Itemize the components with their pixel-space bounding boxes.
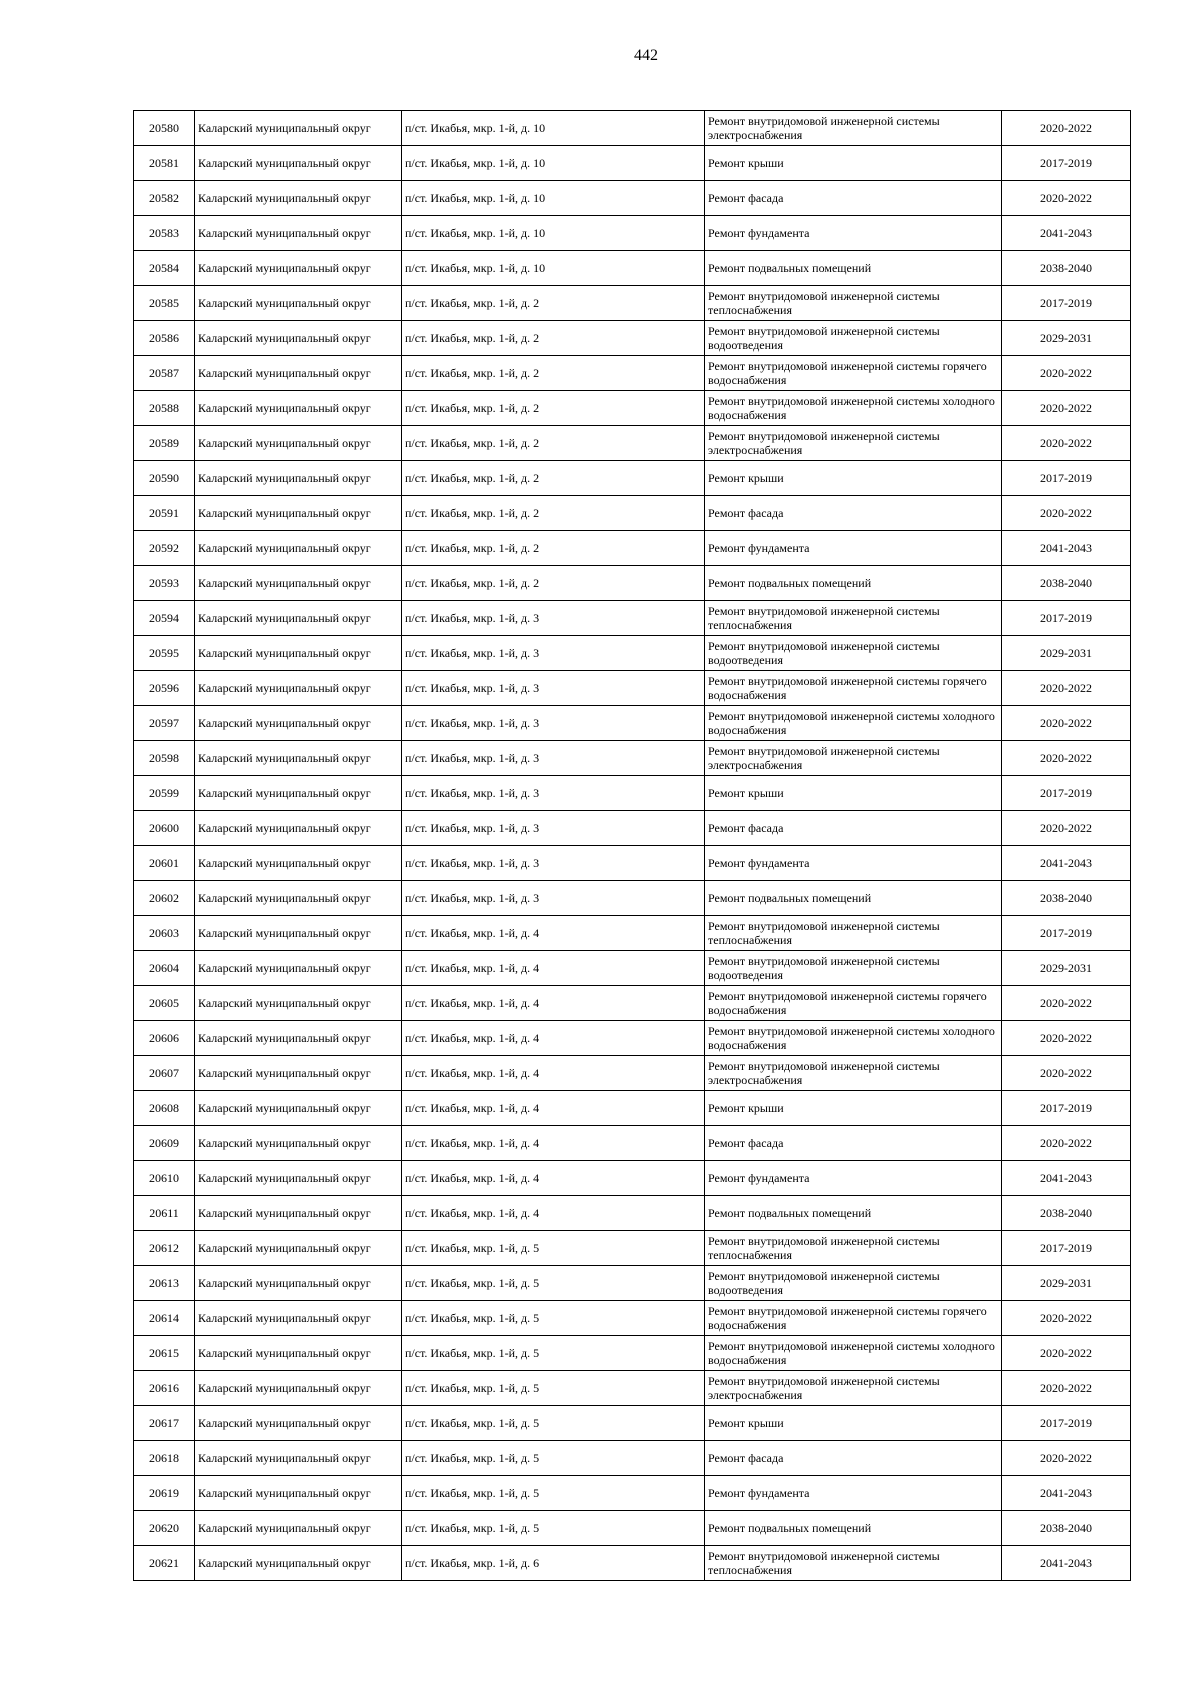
work-type-cell: Ремонт внутридомовой инженерной системы теплоснабжения bbox=[705, 916, 1002, 951]
period-cell: 2017-2019 bbox=[1002, 461, 1131, 496]
table-row bbox=[134, 111, 1131, 146]
period-cell: 2017-2019 bbox=[1002, 1091, 1131, 1126]
address-cell: п/ст. Икабья, мкр. 1-й, д. 4 bbox=[402, 916, 705, 951]
municipality-cell: Каларский муниципальный округ bbox=[195, 846, 402, 881]
row-id-cell: 20592 bbox=[134, 531, 195, 566]
table-row bbox=[134, 251, 1131, 286]
period-cell: 2038-2040 bbox=[1002, 251, 1131, 286]
address-cell: п/ст. Икабья, мкр. 1-й, д. 3 bbox=[402, 811, 705, 846]
municipality-cell: Каларский муниципальный округ bbox=[195, 986, 402, 1021]
row-id-cell: 20583 bbox=[134, 216, 195, 251]
row-id-cell: 20598 bbox=[134, 741, 195, 776]
period-cell: 2029-2031 bbox=[1002, 1266, 1131, 1301]
address-cell: п/ст. Икабья, мкр. 1-й, д. 2 bbox=[402, 391, 705, 426]
period-cell: 2020-2022 bbox=[1002, 1301, 1131, 1336]
period-cell: 2020-2022 bbox=[1002, 111, 1131, 146]
row-id-cell: 20589 bbox=[134, 426, 195, 461]
address-cell: п/ст. Икабья, мкр. 1-й, д. 3 bbox=[402, 636, 705, 671]
table-row bbox=[134, 706, 1131, 741]
address-cell: п/ст. Икабья, мкр. 1-й, д. 4 bbox=[402, 1056, 705, 1091]
work-type-cell: Ремонт крыши bbox=[705, 776, 1002, 811]
table-row bbox=[134, 1511, 1131, 1546]
period-cell: 2020-2022 bbox=[1002, 1126, 1131, 1161]
municipality-cell: Каларский муниципальный округ bbox=[195, 566, 402, 601]
work-type-cell: Ремонт внутридомовой инженерной системы водоотведения bbox=[705, 1266, 1002, 1301]
municipality-cell: Каларский муниципальный округ bbox=[195, 1231, 402, 1266]
municipality-cell: Каларский муниципальный округ bbox=[195, 1336, 402, 1371]
table-row bbox=[134, 1336, 1131, 1371]
table-row bbox=[134, 1126, 1131, 1161]
municipality-cell: Каларский муниципальный округ bbox=[195, 356, 402, 391]
address-cell: п/ст. Икабья, мкр. 1-й, д. 5 bbox=[402, 1336, 705, 1371]
table-row bbox=[134, 146, 1131, 181]
address-cell: п/ст. Икабья, мкр. 1-й, д. 3 bbox=[402, 671, 705, 706]
municipality-cell: Каларский муниципальный округ bbox=[195, 1056, 402, 1091]
period-cell: 2020-2022 bbox=[1002, 1021, 1131, 1056]
table-row bbox=[134, 461, 1131, 496]
period-cell: 2041-2043 bbox=[1002, 1546, 1131, 1581]
table-row bbox=[134, 1546, 1131, 1581]
row-id-cell: 20590 bbox=[134, 461, 195, 496]
row-id-cell: 20605 bbox=[134, 986, 195, 1021]
work-type-cell: Ремонт внутридомовой инженерной системы водоотведения bbox=[705, 636, 1002, 671]
work-type-cell: Ремонт фасада bbox=[705, 181, 1002, 216]
work-type-cell: Ремонт фасада bbox=[705, 811, 1002, 846]
page-number: 442 bbox=[634, 47, 658, 64]
period-cell: 2020-2022 bbox=[1002, 986, 1131, 1021]
table-row bbox=[134, 986, 1131, 1021]
period-cell: 2041-2043 bbox=[1002, 1476, 1131, 1511]
work-type-cell: Ремонт подвальных помещений bbox=[705, 1196, 1002, 1231]
municipality-cell: Каларский муниципальный округ bbox=[195, 706, 402, 741]
period-cell: 2020-2022 bbox=[1002, 391, 1131, 426]
work-type-cell: Ремонт внутридомовой инженерной системы горячего водоснабжения bbox=[705, 986, 1002, 1021]
municipality-cell: Каларский муниципальный округ bbox=[195, 1161, 402, 1196]
row-id-cell: 20599 bbox=[134, 776, 195, 811]
municipality-cell: Каларский муниципальный округ bbox=[195, 426, 402, 461]
row-id-cell: 20595 bbox=[134, 636, 195, 671]
row-id-cell: 20609 bbox=[134, 1126, 195, 1161]
row-id-cell: 20587 bbox=[134, 356, 195, 391]
table-row bbox=[134, 286, 1131, 321]
work-type-cell: Ремонт внутридомовой инженерной системы холодного водоснабжения bbox=[705, 391, 1002, 426]
table-row bbox=[134, 1196, 1131, 1231]
table-row bbox=[134, 496, 1131, 531]
table-row bbox=[134, 531, 1131, 566]
work-type-cell: Ремонт крыши bbox=[705, 1091, 1002, 1126]
row-id-cell: 20581 bbox=[134, 146, 195, 181]
address-cell: п/ст. Икабья, мкр. 1-й, д. 10 bbox=[402, 216, 705, 251]
period-cell: 2017-2019 bbox=[1002, 286, 1131, 321]
municipality-cell: Каларский муниципальный округ bbox=[195, 461, 402, 496]
period-cell: 2020-2022 bbox=[1002, 1371, 1131, 1406]
period-cell: 2041-2043 bbox=[1002, 846, 1131, 881]
municipality-cell: Каларский муниципальный округ bbox=[195, 776, 402, 811]
table-row bbox=[134, 1021, 1131, 1056]
municipality-cell: Каларский муниципальный округ bbox=[195, 916, 402, 951]
address-cell: п/ст. Икабья, мкр. 1-й, д. 4 bbox=[402, 951, 705, 986]
row-id-cell: 20613 bbox=[134, 1266, 195, 1301]
work-type-cell: Ремонт крыши bbox=[705, 1406, 1002, 1441]
municipality-cell: Каларский муниципальный округ bbox=[195, 496, 402, 531]
municipality-cell: Каларский муниципальный округ bbox=[195, 671, 402, 706]
row-id-cell: 20602 bbox=[134, 881, 195, 916]
period-cell: 2029-2031 bbox=[1002, 636, 1131, 671]
work-type-cell: Ремонт фундамента bbox=[705, 531, 1002, 566]
address-cell: п/ст. Икабья, мкр. 1-й, д. 5 bbox=[402, 1266, 705, 1301]
table-row bbox=[134, 1371, 1131, 1406]
work-type-cell: Ремонт фундамента bbox=[705, 846, 1002, 881]
municipality-cell: Каларский муниципальный округ bbox=[195, 1406, 402, 1441]
address-cell: п/ст. Икабья, мкр. 1-й, д. 10 bbox=[402, 111, 705, 146]
address-cell: п/ст. Икабья, мкр. 1-й, д. 10 bbox=[402, 181, 705, 216]
address-cell: п/ст. Икабья, мкр. 1-й, д. 3 bbox=[402, 846, 705, 881]
address-cell: п/ст. Икабья, мкр. 1-й, д. 2 bbox=[402, 496, 705, 531]
row-id-cell: 20600 bbox=[134, 811, 195, 846]
municipality-cell: Каларский муниципальный округ bbox=[195, 146, 402, 181]
row-id-cell: 20594 bbox=[134, 601, 195, 636]
table-row bbox=[134, 1056, 1131, 1091]
address-cell: п/ст. Икабья, мкр. 1-й, д. 4 bbox=[402, 1161, 705, 1196]
row-id-cell: 20591 bbox=[134, 496, 195, 531]
address-cell: п/ст. Икабья, мкр. 1-й, д. 4 bbox=[402, 1021, 705, 1056]
table-row bbox=[134, 321, 1131, 356]
work-type-cell: Ремонт внутридомовой инженерной системы горячего водоснабжения bbox=[705, 356, 1002, 391]
address-cell: п/ст. Икабья, мкр. 1-й, д. 2 bbox=[402, 566, 705, 601]
work-type-cell: Ремонт фасада bbox=[705, 496, 1002, 531]
period-cell: 2038-2040 bbox=[1002, 1511, 1131, 1546]
row-id-cell: 20610 bbox=[134, 1161, 195, 1196]
address-cell: п/ст. Икабья, мкр. 1-й, д. 5 bbox=[402, 1371, 705, 1406]
row-id-cell: 20586 bbox=[134, 321, 195, 356]
table-row bbox=[134, 566, 1131, 601]
period-cell: 2020-2022 bbox=[1002, 1441, 1131, 1476]
work-type-cell: Ремонт фасада bbox=[705, 1441, 1002, 1476]
work-type-cell: Ремонт внутридомовой инженерной системы электроснабжения bbox=[705, 426, 1002, 461]
municipality-cell: Каларский муниципальный округ bbox=[195, 286, 402, 321]
work-type-cell: Ремонт фундамента bbox=[705, 1161, 1002, 1196]
table-row bbox=[134, 671, 1131, 706]
work-type-cell: Ремонт внутридомовой инженерной системы электроснабжения bbox=[705, 1371, 1002, 1406]
work-type-cell: Ремонт подвальных помещений bbox=[705, 1511, 1002, 1546]
registry-table bbox=[133, 110, 1131, 1581]
address-cell: п/ст. Икабья, мкр. 1-й, д. 5 bbox=[402, 1441, 705, 1476]
municipality-cell: Каларский муниципальный округ bbox=[195, 1021, 402, 1056]
row-id-cell: 20616 bbox=[134, 1371, 195, 1406]
municipality-cell: Каларский муниципальный округ bbox=[195, 636, 402, 671]
period-cell: 2017-2019 bbox=[1002, 916, 1131, 951]
work-type-cell: Ремонт внутридомовой инженерной системы холодного водоснабжения bbox=[705, 706, 1002, 741]
address-cell: п/ст. Икабья, мкр. 1-й, д. 3 bbox=[402, 706, 705, 741]
work-type-cell: Ремонт подвальных помещений bbox=[705, 251, 1002, 286]
address-cell: п/ст. Икабья, мкр. 1-й, д. 4 bbox=[402, 1196, 705, 1231]
municipality-cell: Каларский муниципальный округ bbox=[195, 391, 402, 426]
row-id-cell: 20614 bbox=[134, 1301, 195, 1336]
work-type-cell: Ремонт крыши bbox=[705, 461, 1002, 496]
work-type-cell: Ремонт внутридомовой инженерной системы водоотведения bbox=[705, 321, 1002, 356]
row-id-cell: 20620 bbox=[134, 1511, 195, 1546]
address-cell: п/ст. Икабья, мкр. 1-й, д. 4 bbox=[402, 1091, 705, 1126]
table-row bbox=[134, 181, 1131, 216]
work-type-cell: Ремонт внутридомовой инженерной системы теплоснабжения bbox=[705, 1546, 1002, 1581]
municipality-cell: Каларский муниципальный округ bbox=[195, 741, 402, 776]
municipality-cell: Каларский муниципальный округ bbox=[195, 1476, 402, 1511]
period-cell: 2029-2031 bbox=[1002, 951, 1131, 986]
row-id-cell: 20608 bbox=[134, 1091, 195, 1126]
address-cell: п/ст. Икабья, мкр. 1-й, д. 5 bbox=[402, 1476, 705, 1511]
address-cell: п/ст. Икабья, мкр. 1-й, д. 6 bbox=[402, 1546, 705, 1581]
address-cell: п/ст. Икабья, мкр. 1-й, д. 5 bbox=[402, 1301, 705, 1336]
municipality-cell: Каларский муниципальный округ bbox=[195, 216, 402, 251]
municipality-cell: Каларский муниципальный округ bbox=[195, 1371, 402, 1406]
municipality-cell: Каларский муниципальный округ bbox=[195, 111, 402, 146]
table-row bbox=[134, 1406, 1131, 1441]
municipality-cell: Каларский муниципальный округ bbox=[195, 1266, 402, 1301]
work-type-cell: Ремонт внутридомовой инженерной системы теплоснабжения bbox=[705, 1231, 1002, 1266]
table-row bbox=[134, 1091, 1131, 1126]
municipality-cell: Каларский муниципальный округ bbox=[195, 951, 402, 986]
period-cell: 2020-2022 bbox=[1002, 181, 1131, 216]
table-row bbox=[134, 811, 1131, 846]
row-id-cell: 20615 bbox=[134, 1336, 195, 1371]
municipality-cell: Каларский муниципальный округ bbox=[195, 1546, 402, 1581]
row-id-cell: 20585 bbox=[134, 286, 195, 321]
municipality-cell: Каларский муниципальный округ bbox=[195, 1126, 402, 1161]
period-cell: 2017-2019 bbox=[1002, 1406, 1131, 1441]
period-cell: 2041-2043 bbox=[1002, 531, 1131, 566]
row-id-cell: 20580 bbox=[134, 111, 195, 146]
work-type-cell: Ремонт внутридомовой инженерной системы электроснабжения bbox=[705, 741, 1002, 776]
row-id-cell: 20588 bbox=[134, 391, 195, 426]
table-row bbox=[134, 1301, 1131, 1336]
address-cell: п/ст. Икабья, мкр. 1-й, д. 5 bbox=[402, 1406, 705, 1441]
municipality-cell: Каларский муниципальный округ bbox=[195, 1301, 402, 1336]
period-cell: 2020-2022 bbox=[1002, 811, 1131, 846]
row-id-cell: 20621 bbox=[134, 1546, 195, 1581]
row-id-cell: 20611 bbox=[134, 1196, 195, 1231]
table-row bbox=[134, 951, 1131, 986]
work-type-cell: Ремонт подвальных помещений bbox=[705, 566, 1002, 601]
row-id-cell: 20618 bbox=[134, 1441, 195, 1476]
table-row bbox=[134, 776, 1131, 811]
municipality-cell: Каларский муниципальный округ bbox=[195, 321, 402, 356]
municipality-cell: Каларский муниципальный округ bbox=[195, 1511, 402, 1546]
period-cell: 2017-2019 bbox=[1002, 776, 1131, 811]
address-cell: п/ст. Икабья, мкр. 1-й, д. 2 bbox=[402, 531, 705, 566]
row-id-cell: 20612 bbox=[134, 1231, 195, 1266]
address-cell: п/ст. Икабья, мкр. 1-й, д. 2 bbox=[402, 356, 705, 391]
address-cell: п/ст. Икабья, мкр. 1-й, д. 3 bbox=[402, 601, 705, 636]
row-id-cell: 20596 bbox=[134, 671, 195, 706]
table-row bbox=[134, 1161, 1131, 1196]
work-type-cell: Ремонт фасада bbox=[705, 1126, 1002, 1161]
work-type-cell: Ремонт внутридомовой инженерной системы водоотведения bbox=[705, 951, 1002, 986]
row-id-cell: 20582 bbox=[134, 181, 195, 216]
work-type-cell: Ремонт фундамента bbox=[705, 216, 1002, 251]
work-type-cell: Ремонт внутридомовой инженерной системы электроснабжения bbox=[705, 1056, 1002, 1091]
address-cell: п/ст. Икабья, мкр. 1-й, д. 2 bbox=[402, 461, 705, 496]
row-id-cell: 20601 bbox=[134, 846, 195, 881]
period-cell: 2017-2019 bbox=[1002, 146, 1131, 181]
period-cell: 2017-2019 bbox=[1002, 601, 1131, 636]
table-row bbox=[134, 391, 1131, 426]
table-row bbox=[134, 1441, 1131, 1476]
row-id-cell: 20593 bbox=[134, 566, 195, 601]
table-row bbox=[134, 1266, 1131, 1301]
municipality-cell: Каларский муниципальный округ bbox=[195, 251, 402, 286]
period-cell: 2041-2043 bbox=[1002, 216, 1131, 251]
period-cell: 2038-2040 bbox=[1002, 566, 1131, 601]
row-id-cell: 20617 bbox=[134, 1406, 195, 1441]
period-cell: 2041-2043 bbox=[1002, 1161, 1131, 1196]
table-row bbox=[134, 216, 1131, 251]
municipality-cell: Каларский муниципальный округ bbox=[195, 181, 402, 216]
table-row bbox=[134, 1231, 1131, 1266]
row-id-cell: 20597 bbox=[134, 706, 195, 741]
municipality-cell: Каларский муниципальный округ bbox=[195, 1091, 402, 1126]
work-type-cell: Ремонт фундамента bbox=[705, 1476, 1002, 1511]
period-cell: 2017-2019 bbox=[1002, 1231, 1131, 1266]
municipality-cell: Каларский муниципальный округ bbox=[195, 1196, 402, 1231]
address-cell: п/ст. Икабья, мкр. 1-й, д. 4 bbox=[402, 1126, 705, 1161]
row-id-cell: 20619 bbox=[134, 1476, 195, 1511]
work-type-cell: Ремонт внутридомовой инженерной системы теплоснабжения bbox=[705, 286, 1002, 321]
period-cell: 2038-2040 bbox=[1002, 881, 1131, 916]
period-cell: 2020-2022 bbox=[1002, 1336, 1131, 1371]
period-cell: 2020-2022 bbox=[1002, 706, 1131, 741]
municipality-cell: Каларский муниципальный округ bbox=[195, 531, 402, 566]
period-cell: 2020-2022 bbox=[1002, 671, 1131, 706]
table-row bbox=[134, 741, 1131, 776]
period-cell: 2020-2022 bbox=[1002, 741, 1131, 776]
work-type-cell: Ремонт внутридомовой инженерной системы электроснабжения bbox=[705, 111, 1002, 146]
work-type-cell: Ремонт подвальных помещений bbox=[705, 881, 1002, 916]
address-cell: п/ст. Икабья, мкр. 1-й, д. 2 bbox=[402, 321, 705, 356]
address-cell: п/ст. Икабья, мкр. 1-й, д. 10 bbox=[402, 251, 705, 286]
address-cell: п/ст. Икабья, мкр. 1-й, д. 3 bbox=[402, 741, 705, 776]
municipality-cell: Каларский муниципальный округ bbox=[195, 1441, 402, 1476]
table-row bbox=[134, 916, 1131, 951]
municipality-cell: Каларский муниципальный округ bbox=[195, 881, 402, 916]
period-cell: 2038-2040 bbox=[1002, 1196, 1131, 1231]
municipality-cell: Каларский муниципальный округ bbox=[195, 601, 402, 636]
municipality-cell: Каларский муниципальный округ bbox=[195, 811, 402, 846]
work-type-cell: Ремонт крыши bbox=[705, 146, 1002, 181]
work-type-cell: Ремонт внутридомовой инженерной системы холодного водоснабжения bbox=[705, 1336, 1002, 1371]
row-id-cell: 20584 bbox=[134, 251, 195, 286]
work-type-cell: Ремонт внутридомовой инженерной системы горячего водоснабжения bbox=[705, 671, 1002, 706]
table-row bbox=[134, 846, 1131, 881]
registry-table-body bbox=[134, 111, 1131, 1581]
address-cell: п/ст. Икабья, мкр. 1-й, д. 3 bbox=[402, 881, 705, 916]
table-row bbox=[134, 601, 1131, 636]
address-cell: п/ст. Икабья, мкр. 1-й, д. 4 bbox=[402, 986, 705, 1021]
row-id-cell: 20603 bbox=[134, 916, 195, 951]
row-id-cell: 20606 bbox=[134, 1021, 195, 1056]
row-id-cell: 20607 bbox=[134, 1056, 195, 1091]
address-cell: п/ст. Икабья, мкр. 1-й, д. 5 bbox=[402, 1511, 705, 1546]
address-cell: п/ст. Икабья, мкр. 1-й, д. 10 bbox=[402, 146, 705, 181]
row-id-cell: 20604 bbox=[134, 951, 195, 986]
address-cell: п/ст. Икабья, мкр. 1-й, д. 3 bbox=[402, 776, 705, 811]
work-type-cell: Ремонт внутридомовой инженерной системы горячего водоснабжения bbox=[705, 1301, 1002, 1336]
period-cell: 2029-2031 bbox=[1002, 321, 1131, 356]
period-cell: 2020-2022 bbox=[1002, 426, 1131, 461]
table-row bbox=[134, 636, 1131, 671]
table-row bbox=[134, 1476, 1131, 1511]
table-row bbox=[134, 356, 1131, 391]
address-cell: п/ст. Икабья, мкр. 1-й, д. 2 bbox=[402, 426, 705, 461]
work-type-cell: Ремонт внутридомовой инженерной системы теплоснабжения bbox=[705, 601, 1002, 636]
table-row bbox=[134, 426, 1131, 461]
work-type-cell: Ремонт внутридомовой инженерной системы холодного водоснабжения bbox=[705, 1021, 1002, 1056]
period-cell: 2020-2022 bbox=[1002, 356, 1131, 391]
period-cell: 2020-2022 bbox=[1002, 1056, 1131, 1091]
address-cell: п/ст. Икабья, мкр. 1-й, д. 2 bbox=[402, 286, 705, 321]
address-cell: п/ст. Икабья, мкр. 1-й, д. 5 bbox=[402, 1231, 705, 1266]
table-row bbox=[134, 881, 1131, 916]
period-cell: 2020-2022 bbox=[1002, 496, 1131, 531]
